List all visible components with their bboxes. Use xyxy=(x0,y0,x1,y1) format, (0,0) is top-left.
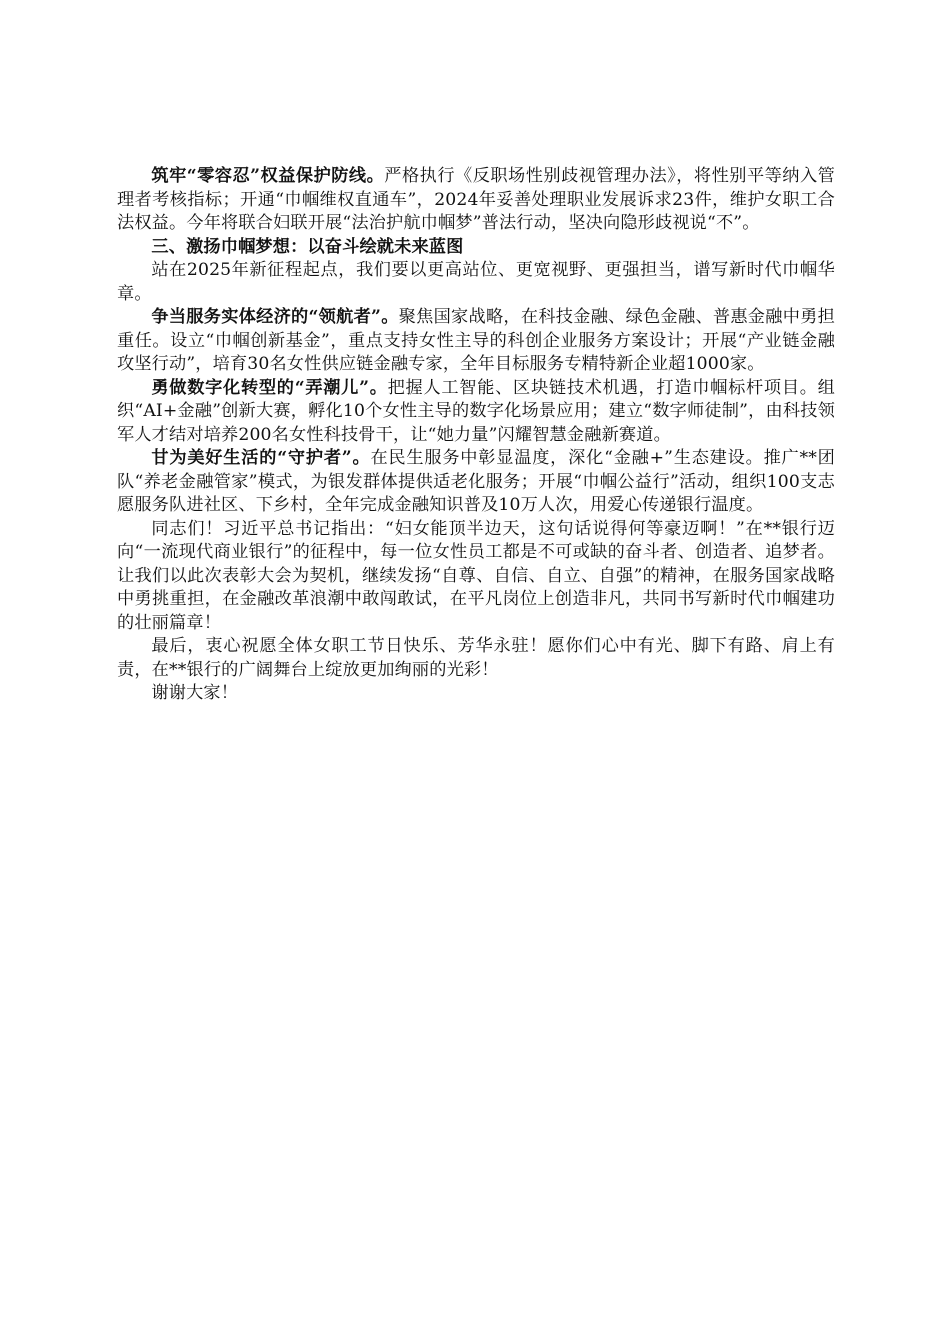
paragraph-wishes xyxy=(117,635,835,682)
section-heading: 三、激扬巾帼梦想：以奋斗绘就未来蓝图 xyxy=(151,236,464,257)
paragraph-digital xyxy=(117,377,835,448)
paragraph-text: 严格执行《反职场性别歧视管理办法》，将性别平等纳入管理者考核指标；开通“巾帼维权直通车”，2024年妥善处理职业发展诉求23件，维护女职工合法权益。今年将联合妇联开展“法治护航巾帼梦”普法行动，坚决向隐形歧视说“不”。 xyxy=(117,166,835,233)
paragraph-lead: 争当服务实体经济的“领航者”。 xyxy=(151,307,399,327)
paragraph-text: 把握人工智能、区块链技术机遇，打造巾帼标杆项目。组织“AI+金融”创新大赛，孵化10个女性主导的数字化场景应用；建立“数字师徒制”，由科技领军人才结对培养200名女性科技骨干，让“她力量”闪耀智慧金融新赛道。 xyxy=(117,377,835,445)
paragraph-thanks xyxy=(117,682,835,706)
paragraph-text: 聚焦国家战略，在科技金融、绿色金融、普惠金融中勇担重任。设立“巾帼创新基金”，重点支持女性主导的科创企业服务方案设计；开展“产业链金融攻坚行动”，培育30名女性供应链金融专家，全年目标服务专精特新企业超1000家。 xyxy=(117,307,835,374)
paragraph-rights-protection xyxy=(117,165,835,236)
paragraph-text: 同志们！习近平总书记指出：“妇女能顶半边天，这句话说得何等豪迈啊！”在**银行迈向“一流现代商业银行”的征程中，每一位女性员工都是不可或缺的奋斗者、创造者、追梦者。让我们以此次表彰大会为契机，继续发扬“自尊、自信、自立、自强”的精神，在服务国家战略中勇挑重担，在金融改革浪潮中敢闯敢试，在平凡岗位上创造非凡，共同书写新时代巾帼建功的壮丽篇章！ xyxy=(117,518,835,633)
paragraph-text: 在民生服务中彰显温度，深化“金融+”生态建设。推广**团队“养老金融管家”模式，为银发群体提供适老化服务；开展“巾帼公益行”活动，组织100支志愿服务队进社区、下乡村，全年完成金融知识普及10万人次，用爱心传递银行温度。 xyxy=(117,448,835,515)
paragraph-lead: 甘为美好生活的“守护者”。 xyxy=(151,448,371,468)
paragraph-text: 最后，衷心祝愿全体女职工节日快乐、芳华永驻！愿你们心中有光、脚下有路、肩上有责，在**银行的广阔舞台上绽放更加绚丽的光彩！ xyxy=(117,636,835,680)
paragraph-navigator xyxy=(117,306,835,377)
paragraph-text: 站在2025年新征程起点，我们要以更高站位、更宽视野、更强担当，谱写新时代巾帼华章。 xyxy=(117,260,835,304)
paragraph-lead: 勇做数字化转型的“弄潮儿”。 xyxy=(151,377,388,398)
paragraph-lead: 筑牢“零容忍”权益保护防线。 xyxy=(151,166,385,186)
paragraph-comrades xyxy=(117,518,835,636)
paragraph-text: 谢谢大家！ xyxy=(151,683,239,703)
paragraph-guardian xyxy=(117,447,835,518)
paragraph-intro xyxy=(117,259,835,306)
document-body xyxy=(117,165,835,706)
